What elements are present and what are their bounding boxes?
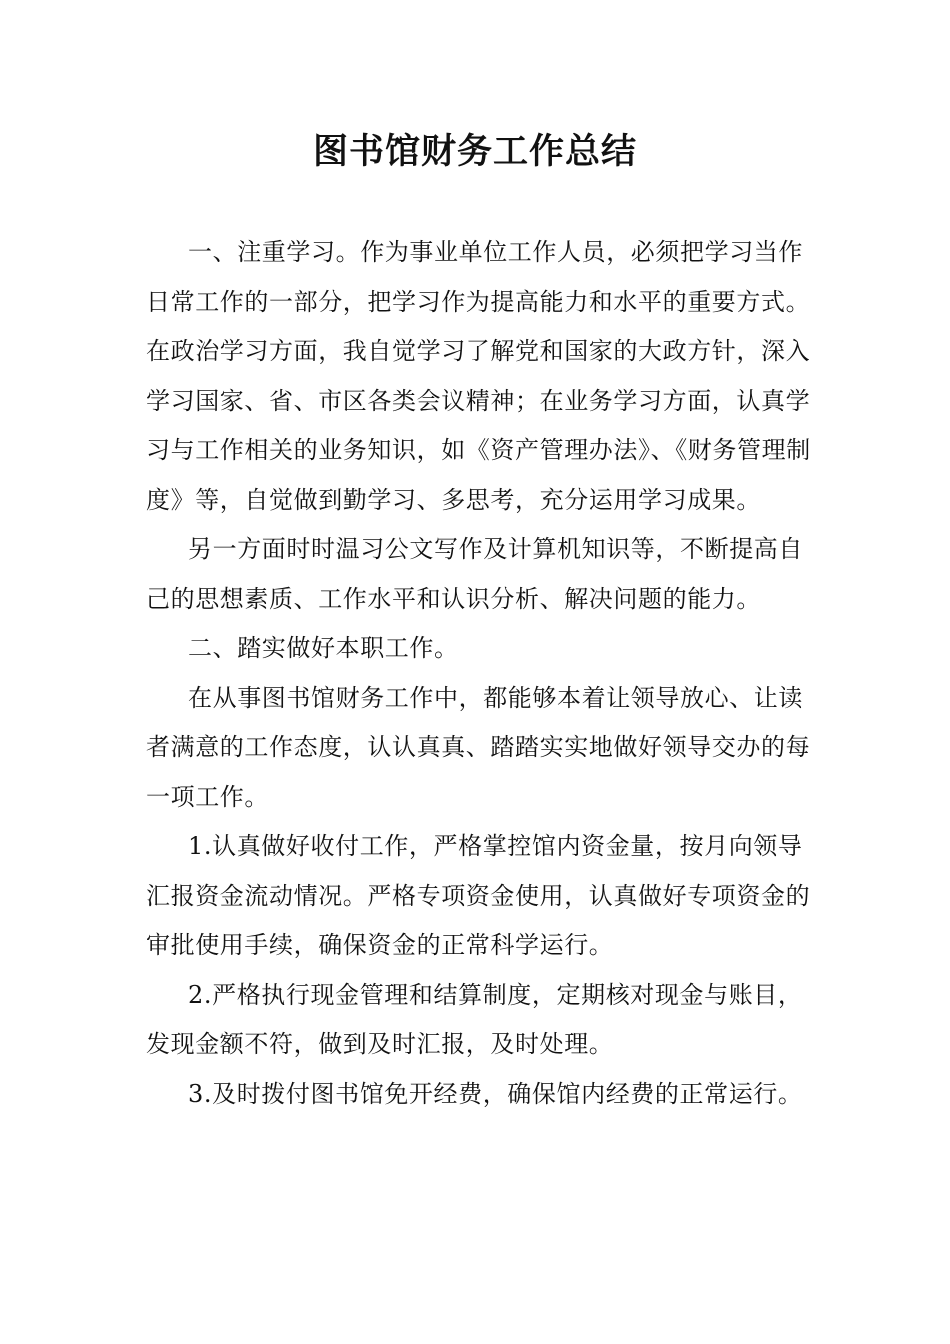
document-title: 图书馆财务工作总结 xyxy=(312,131,637,172)
list-item-3: 3.及时拨付图书馆免开经费，确保馆内经费的正常运行。 xyxy=(188,1079,803,1108)
paragraph-work-attitude: 在从事图书馆财务工作中，都能够本着让领导放心、让读者满意的工作态度，认认真真、踏踏实实地做好领导交办的每一项工作。 xyxy=(146,683,811,811)
document-body xyxy=(146,228,814,1119)
section-heading-duties: 二、踏实做好本职工作。 xyxy=(188,634,459,662)
list-item-1: 1.认真做好收付工作，严格掌控馆内资金量，按月向领导汇报资金流动情况。严格专项资金使用，认真做好专项资金的审批使用手续，确保资金的正常科学运行。 xyxy=(146,832,811,959)
paragraph-study: 一、注重学习。作为事业单位工作人员，必须把学习当作日常工作的一部分，把学习作为提高能力和水平的重要方式。在政治学习方面，我自觉学习了解党和国家的大政方针，深入学习国家、省、市区各类会议精神；在业务学习方面，认真学习与工作相关的业务知识，如《资产管理办法》、《财务管理制度》等，自觉做到勤学习、多思考，充分运用学习成果。 xyxy=(146,238,811,514)
paragraph-other-aspect: 另一方面时时温习公文写作及计算机知识等，不断提高自己的思想素质、工作水平和认识分析、解决问题的能力。 xyxy=(146,535,803,613)
list-item-2: 2.严格执行现金管理和结算制度，定期核对现金与账目，发现金额不符，做到及时汇报，及时处理。 xyxy=(146,980,803,1058)
